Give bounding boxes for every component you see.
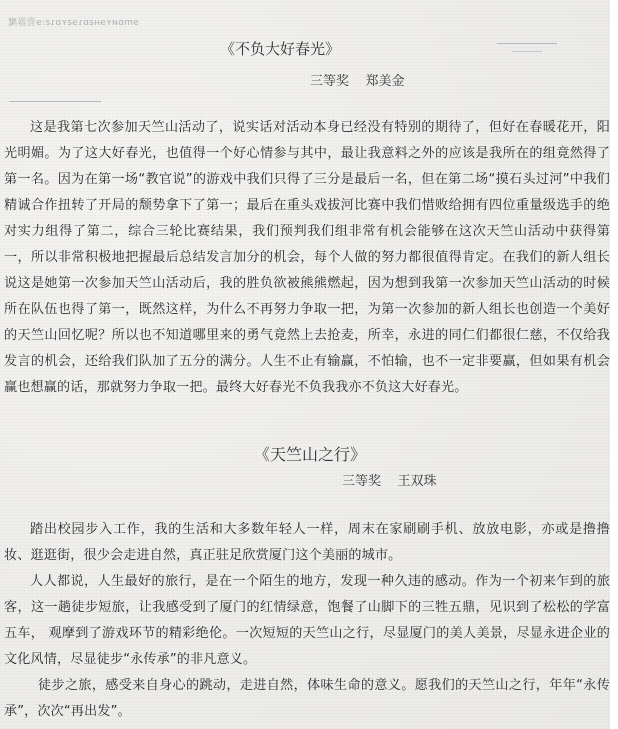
article-byline: 三等奖 王双珠 — [342, 474, 437, 489]
article-title: 《天竺山之行》 — [253, 445, 366, 464]
article-paragraph: 人人都说，人生最好的旅行，是在一个陌生的地方，发现一种久违的感动。作为一个初来乍到的旅客，这一趟徒步短旅，让我感受到了厦门的红情绿意，饱餐了山脚下的三牲五鼎，见识到了松松的学富五车， 观摩到了游戏环节的精彩绝伦。一次短短的天竺山之行，尽显厦门的美人美景，尽显永进企业的文化风情，尽显徒步“永传承”的非凡意义。 — [4, 574, 610, 667]
article-byline: 三等奖 郑美金 — [310, 74, 405, 89]
article-paragraph: 这是我第七次参加天竺山活动了，说实话对活动本身已经没有特别的期待了，但好在春暖花开，阳光明媚。为了这大好春光，也值得一个好心情参与其中，最让我意料之外的应该是我所在的组竟然得了第一名。因为在第一场“教官说”的游戏中我们只得了三分是最后一名，但在第二场“摸石头过河”中我们精诚合作扭转了开局的颓势拿下了第一；最后在重头戏拔河比赛中我们惜败给拥有四位重量级选手的绝对实力组得了第二，综合三轮比赛结果，我们预判我们组非常有机会能够在这次天竺山活动中获得第一，所以非常积极地把握最后总结发言加分的机会，每个人做的努力都很值得肯定。在我们的新人组长说这是她第一次参加天竺山活动后，我的胜负欲被熊熊燃起，因为想到我第一次参加天竺山活动的时候所在队伍也得了第一，既然这样，为什么不再努力争取一把，为第一次参加的新人组长也创造一个美好的天竺山回忆呢？所以也不知道哪里来的勇气竟然上去抢麦，所幸，永进的同仁们都很仁慈，不仅给我发言的机会，还给我们队加了五分的满分。人生不止有输赢，不怕输，也不一定非要赢，但如果有机会赢也想赢的话，那就努力争取一把。最终大好春光不负我我亦不负这大好春光。 — [4, 120, 610, 395]
watermark: ɘmɒᴎʏɘʜƨɒɿɘƨʏɒɿƨ:ɘ瓷器魔 — [8, 18, 139, 28]
article-title: 《不负大好春光》 — [219, 40, 340, 58]
decorative-line — [9, 101, 101, 102]
article-paragraph: 踏出校园步入工作，我的生活和大多数年轻人一样，周末在家刷刷手机、放放电影，亦或是撸撸妆、逛逛街，很少会走进自然，真正驻足欣赏厦门这个美丽的城市。 — [4, 522, 610, 563]
article-paragraph: 徒步之旅，感受来自身心的跳动，走进自然，体味生命的意义。愿我们的天竺山之行，年年“永传承”，次次“再出发”。 — [4, 678, 610, 719]
